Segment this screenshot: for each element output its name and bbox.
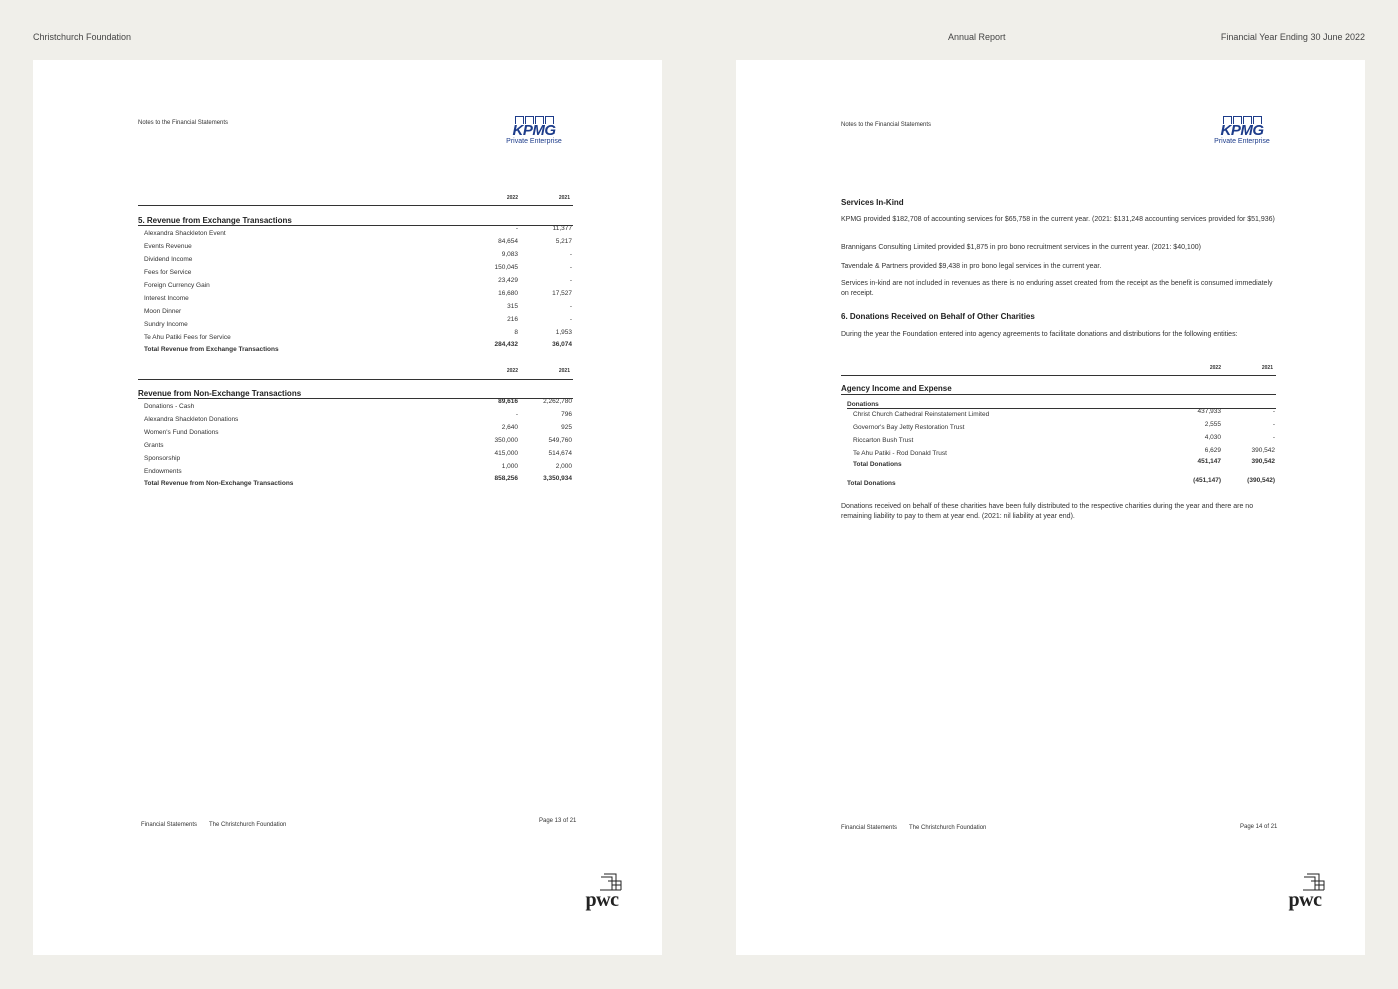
table-row: Riccarton Bush Trust [853, 437, 914, 444]
table-row: Fees for Service [144, 269, 192, 276]
header-financial-year: Financial Year Ending 30 June 2022 [1220, 32, 1365, 42]
year-header-prior: 2021 [558, 195, 570, 201]
total-row: Total Revenue from Non-Exchange Transactions [144, 480, 294, 487]
total-row: Total Revenue from Exchange Transactions [144, 346, 279, 353]
agency-title: Agency Income and Expense [841, 384, 952, 393]
services-paragraph: Brannigans Consulting Limited provided $1,875 in pro bono recruitment services in the current year. (2021: $40,100) [841, 244, 1201, 251]
table-row: Sponsorship [144, 455, 181, 462]
subtotal-row: Total Donations [853, 461, 902, 468]
pwc-logo: pwc [1281, 873, 1329, 909]
table-row: Moon Dinner [144, 308, 182, 315]
section6-intro: During the year the Foundation entered into agency agreements to facilitate donations and distributions for the following entities: [841, 331, 1238, 338]
donations-label: Donations [847, 401, 879, 408]
services-title: Services In-Kind [841, 198, 904, 207]
section5-title: 5. Revenue from Exchange Transactions [138, 216, 292, 225]
section6-title: 6. Donations Received on Behalf of Other Charities [841, 312, 1035, 321]
table-row: Interest Income [144, 295, 189, 302]
table-row: Dividend Income [144, 256, 193, 263]
table-row: Events Revenue [144, 243, 192, 250]
notes-label: Notes to the Financial Statements [841, 122, 932, 128]
table-row: Donations - Cash [144, 403, 195, 410]
footer-org-name: The Christchurch Foundation [209, 822, 287, 828]
table-row: Te Ahu Patiki Fees for Service [144, 334, 231, 341]
closing-paragraph: Donations received on behalf of these charities have been fully distributed to the respective charities during the year and there are no remaining liability to pay to them at year end. (2021: nil liability at year end). [841, 503, 1254, 520]
year-header-current: 2022 [506, 195, 518, 201]
document-page-14: Notes to the Financial Statements KPMG Private Enterprise Services In-Kind KPMG provided $182,708 of accounting services for $65,758 in the current year. (2021: $131,248 accounting services provided for $51,936) Brannigans Consulting Limited provided $1,875 in pro bono recruitment services in the current year. (2021: $40,100) Tavendale & Partners provided $9,438 in pro bono legal services in the current year. Services in-kind are not included in revenues as there is no enduring asset created from the receipt as the benefit is consumed immediately on receipt. 6. Donations Received on Behalf of Other Charities During the year the Foundation entered into agency agreements to facilitate donations and distributions for the following entities: 2022 2021 Agency Income and Expense Donations Christ Church Cathedral Reinstatement Limited 437,933 - Governor's Bay Jetty Restoration Trust 2,555 - Riccarton Bush Trust 4,030 - Te Ahu Patiki - Rod Donald Trust 6,629 390,542 Total Donations 451,147 390,542 Total Donations (451,147) (390,542) Donations received on behalf of these charities have been fully distributed to the respective charities during the year and there are no remaining liability to pay to them at year end. (2021: nil liability at year end). Financial Statements The Christchurch Foundation Page 14 of 21 pwc [736, 60, 1365, 955]
table-row: Alexandra Shackleton Donations [144, 416, 239, 423]
nonexchange-section-title: Revenue from Non-Exchange Transactions [138, 389, 302, 398]
table-row: Sundry Income [144, 321, 188, 328]
table-row: Te Ahu Patiki - Rod Donald Trust [853, 450, 947, 457]
table-row: Women's Fund Donations [144, 429, 219, 436]
services-paragraph: Tavendale & Partners provided $9,438 in pro bono legal services in the current year. [841, 263, 1102, 270]
footer-page-number: Page 13 of 21 [539, 818, 577, 824]
services-paragraph: Services in-kind are not included in revenues as there is no enduring asset created from the receipt as the benefit is consumed immediately on receipt. [841, 280, 1273, 297]
table-row: Alexandra Shackleton Event [144, 230, 226, 237]
header-org-name: Christchurch Foundation [33, 32, 132, 42]
footer-doc-name: Financial Statements [141, 822, 198, 828]
services-paragraph: KPMG provided $182,708 of accounting services for $65,758 in the current year. (2021: $131,248 accounting services provided for $51,936) [841, 216, 1275, 223]
document-page-13: Notes to the Financial Statements KPMG Private Enterprise 2022 2021 5. Revenue from Exchange Transactions Alexandra Shackleton Event - 11,377 Events Revenue 84,654 5,217 Dividend Income 9,083 - Fees for Service 150,045 - Foreign Currency Gain 23,429 - Interest Income 16,680 17,527 Moon Dinner 315 - Sundry Income 216 - Te Ahu Patiki Fees for Service 8 1,953 Total Revenue from Exchange Transactions 284,432 36,074 2022 2021 Revenue from Non-Exchange Transactions Donations - Cash 89,616 2,262,780 Alexandra Shackleton Donations - 796 Women's Fund Donations 2,640 925 Grants 350,000 549,760 Sponsorship 415,000 514,674 Endowments 1,000 2,000 Total Revenue from Non-Exchange Transactions 858,256 3,350,934 Financial Statements The Christchurch Foundation Page 13 of 21 pwc [33, 60, 662, 955]
table-row: Christ Church Cathedral Reinstatement Limited [853, 411, 990, 418]
total-row: Total Donations [847, 480, 896, 487]
pwc-logo: pwc [578, 873, 626, 909]
table-row: Governor's Bay Jetty Restoration Trust [853, 424, 965, 431]
footer-page-number: Page 14 of 21 [1240, 824, 1278, 830]
table-row: Foreign Currency Gain [144, 282, 210, 289]
table-row: Grants [144, 442, 164, 449]
footer-doc-name: Financial Statements [841, 825, 898, 831]
table-row: Endowments [144, 468, 182, 475]
kpmg-logo: KPMG Private Enterprise [1211, 116, 1273, 146]
header-report-title: Annual Report [948, 32, 1006, 42]
notes-label: Notes to the Financial Statements [138, 120, 229, 126]
footer-org-name: The Christchurch Foundation [909, 825, 987, 831]
kpmg-logo: KPMG Private Enterprise [503, 116, 565, 146]
